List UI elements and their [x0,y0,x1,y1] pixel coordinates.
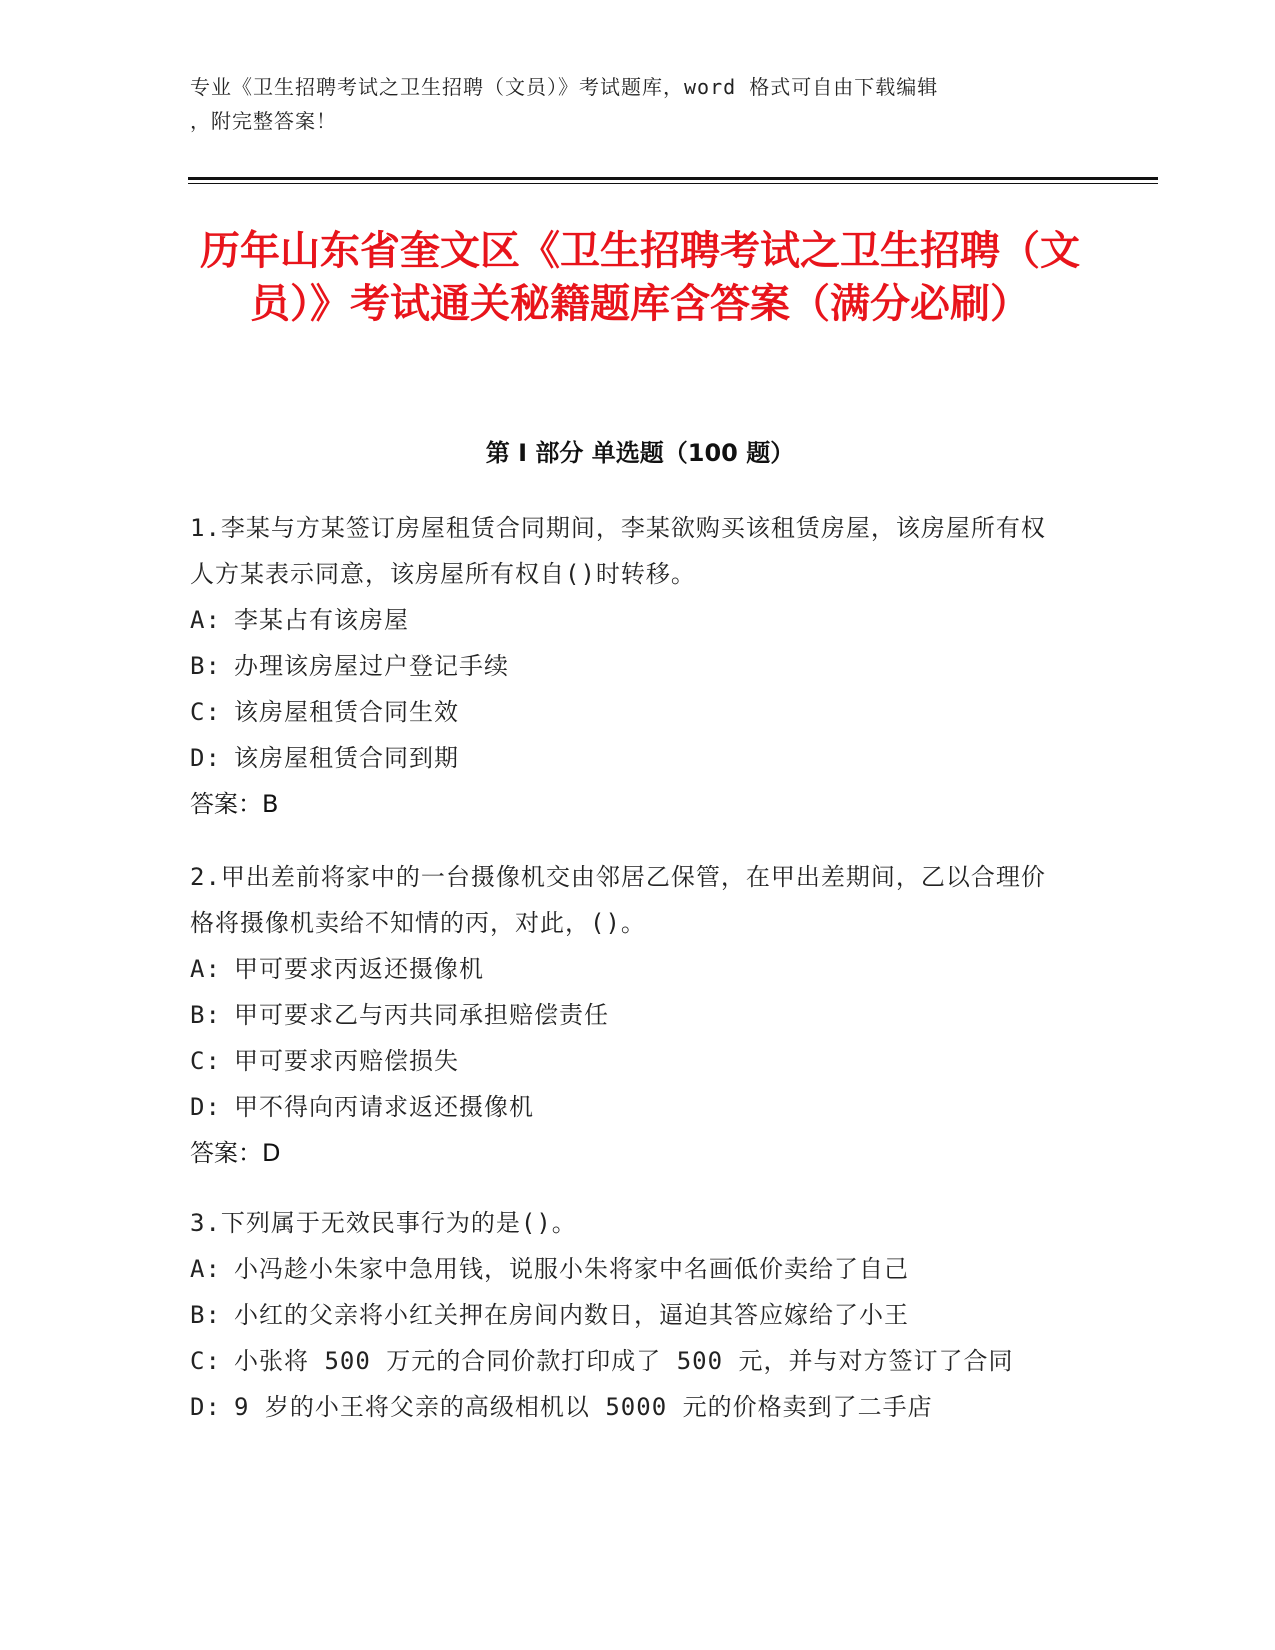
option-key: C: [190,698,221,726]
option-text: 甲可要求丙赔偿损失 [234,1047,459,1075]
option-c [190,1338,1070,1384]
option-text: 甲可要求乙与丙共同承担赔偿责任 [234,1001,609,1029]
option-text: 办理该房屋过户登记手续 [234,652,509,680]
option-key: A: [190,955,221,983]
option-text: 小冯趁小朱家中急用钱，说服小朱将家中名画低价卖给了自己 [234,1255,909,1283]
option-b [190,643,1070,689]
option-key: D: [190,744,221,772]
option-key: C: [190,1047,221,1075]
question-3 [190,1200,1070,1430]
question-1 [190,505,1070,827]
option-c [190,1038,1070,1084]
option-a [190,1246,1070,1292]
option-text: 甲不得向丙请求返还摄像机 [234,1093,534,1121]
option-key: D: [190,1093,221,1121]
header-divider-thin [188,183,1158,184]
option-text: 甲可要求丙返还摄像机 [234,955,484,983]
option-a [190,597,1070,643]
option-key: D: [190,1393,221,1421]
question-stem: 1.李某与方某签订房屋租赁合同期间，李某欲购买该租赁房屋，该房屋所有权人方某表示同意，该房屋所有权自()时转移。 [190,514,1046,588]
option-c [190,689,1070,735]
option-key: B: [190,652,221,680]
option-key: B: [190,1301,221,1329]
option-key: C: [190,1347,221,1375]
option-d [190,1084,1070,1130]
header-note-line-1: 专业《卫生招聘考试之卫生招聘（文员）》考试题库，word 格式可自由下载编辑 [190,75,939,99]
option-text: 小张将 500 万元的合同价款打印成了 500 元，并与对方签订了合同 [234,1347,1014,1375]
option-text: 小红的父亲将小红关押在房间内数日，逼迫其答应嫁给了小王 [234,1301,909,1329]
option-text: 该房屋租赁合同到期 [234,744,459,772]
option-key: A: [190,606,221,634]
question-2 [190,854,1070,1176]
header-note-line-2: ，附完整答案！ [190,109,337,133]
answer: 答案：D [190,1139,281,1167]
answer: 答案：B [190,790,279,818]
option-text: 9 岁的小王将父亲的高级相机以 5000 元的价格卖到了二手店 [234,1393,933,1421]
option-d [190,735,1070,781]
option-a [190,946,1070,992]
section-title: 第 I 部分 单选题（100 题） [485,439,795,467]
option-key: A: [190,1255,221,1283]
header-note [190,70,1090,138]
question-stem: 3.下列属于无效民事行为的是()。 [190,1209,577,1237]
option-key: B: [190,1001,221,1029]
header-divider-thick [188,177,1158,180]
option-b [190,992,1070,1038]
question-stem: 2.甲出差前将家中的一台摄像机交由邻居乙保管，在甲出差期间，乙以合理价格将摄像机卖给不知情的丙，对此，()。 [190,863,1046,937]
option-text: 李某占有该房屋 [234,606,409,634]
option-d [190,1384,1070,1430]
option-text: 该房屋租赁合同生效 [234,698,459,726]
document-title: 历年山东省奎文区《卫生招聘考试之卫生招聘（文员）》考试通关秘籍题库含答案（满分必刷） [200,228,1080,327]
option-b [190,1292,1070,1338]
